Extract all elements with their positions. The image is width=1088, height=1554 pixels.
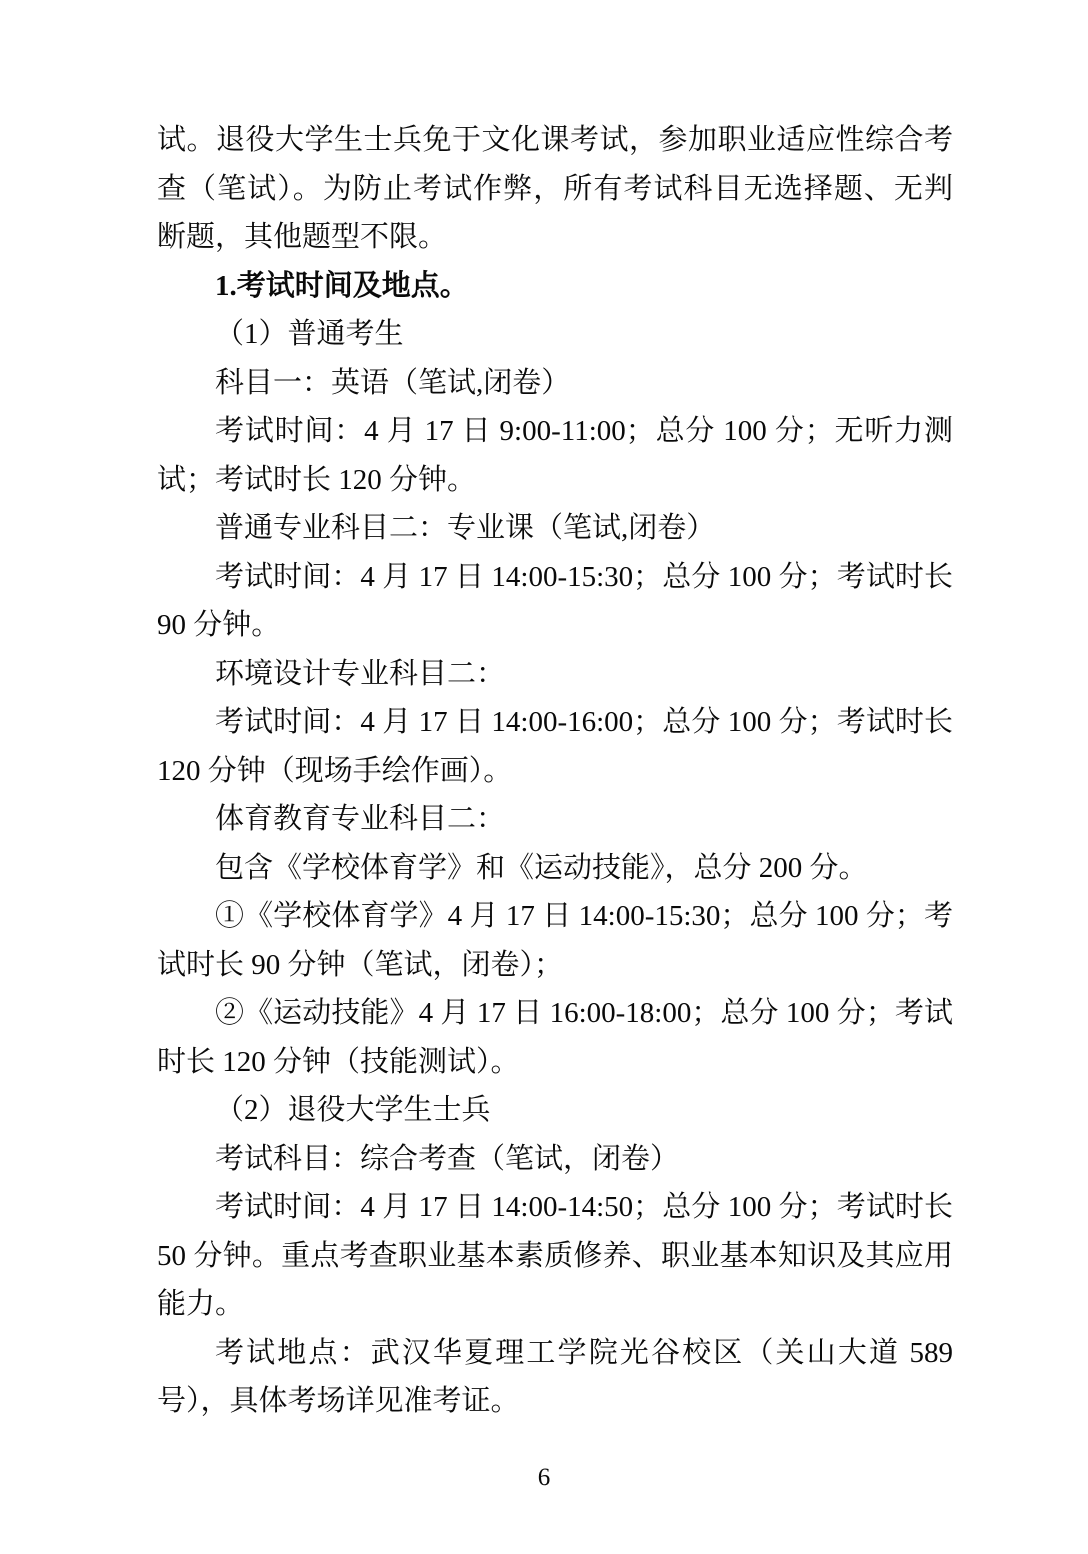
paragraph-pe-subject-two: 体育教育专业科目二： xyxy=(215,803,506,835)
paragraph-exam-location: 考试地点：武汉华夏理工学院光谷校区（关山大道 589 号），具体考场详见准考证。 xyxy=(157,1336,953,1417)
paragraph-veteran-subject: 考试科目：综合考查（笔试，闭卷） xyxy=(215,1142,680,1175)
paragraph-veteran-time: 考试时间：4 月 17 日 14:00-14:50；总分 100 分；考试时长 50 分钟。重点考查职业基本素质修养、职业基本知识及其应用能力。 xyxy=(157,1191,953,1320)
subsection-ordinary-candidates: （1）普通考生 xyxy=(215,318,404,350)
page-number: 6 xyxy=(537,1464,551,1491)
paragraph-env-design-subject-two: 环境设计专业科目二： xyxy=(215,657,506,690)
paragraph-pe-sport-skill-time: ②《运动技能》4 月 17 日 16:00-18:00；总分 100 分；考试时长 120 分钟（技能测试）。 xyxy=(157,997,953,1078)
paragraph-pe-subject-two-content: 包含《学校体育学》和《运动技能》，总分 200 分。 xyxy=(215,851,868,884)
paragraph-continuation: 试。退役大学生士兵免于文化课考试，参加职业适应性综合考查（笔试）。为防止考试作弊，所有考试科目无选择题、无判断题，其他题型不限。 xyxy=(157,124,953,253)
section-heading-exam-time-location: 1.考试时间及地点。 xyxy=(215,269,469,302)
document-body xyxy=(157,116,953,1426)
paragraph-ordinary-subject-two: 普通专业科目二：专业课（笔试,闭卷） xyxy=(215,512,716,544)
paragraph-subject-one-time: 考试时间：4 月 17 日 9:00-11:00；总分 100 分；无听力测试；考试时长 120 分钟。 xyxy=(157,415,953,496)
paragraph-env-design-subject-two-time: 考试时间：4 月 17 日 14:00-16:00；总分 100 分；考试时长 120 分钟（现场手绘作画）。 xyxy=(157,706,953,787)
subsection-veteran-soldiers: （2）退役大学生士兵 xyxy=(215,1094,491,1126)
paragraph-pe-school-sports-time: ①《学校体育学》4 月 17 日 14:00-15:30；总分 100 分；考试时长 90 分钟（笔试，闭卷）； xyxy=(157,900,953,981)
paragraph-subject-one: 科目一：英语（笔试,闭卷） xyxy=(215,366,571,399)
paragraph-ordinary-subject-two-time: 考试时间：4 月 17 日 14:00-15:30；总分 100 分；考试时长 90 分钟。 xyxy=(157,560,953,641)
